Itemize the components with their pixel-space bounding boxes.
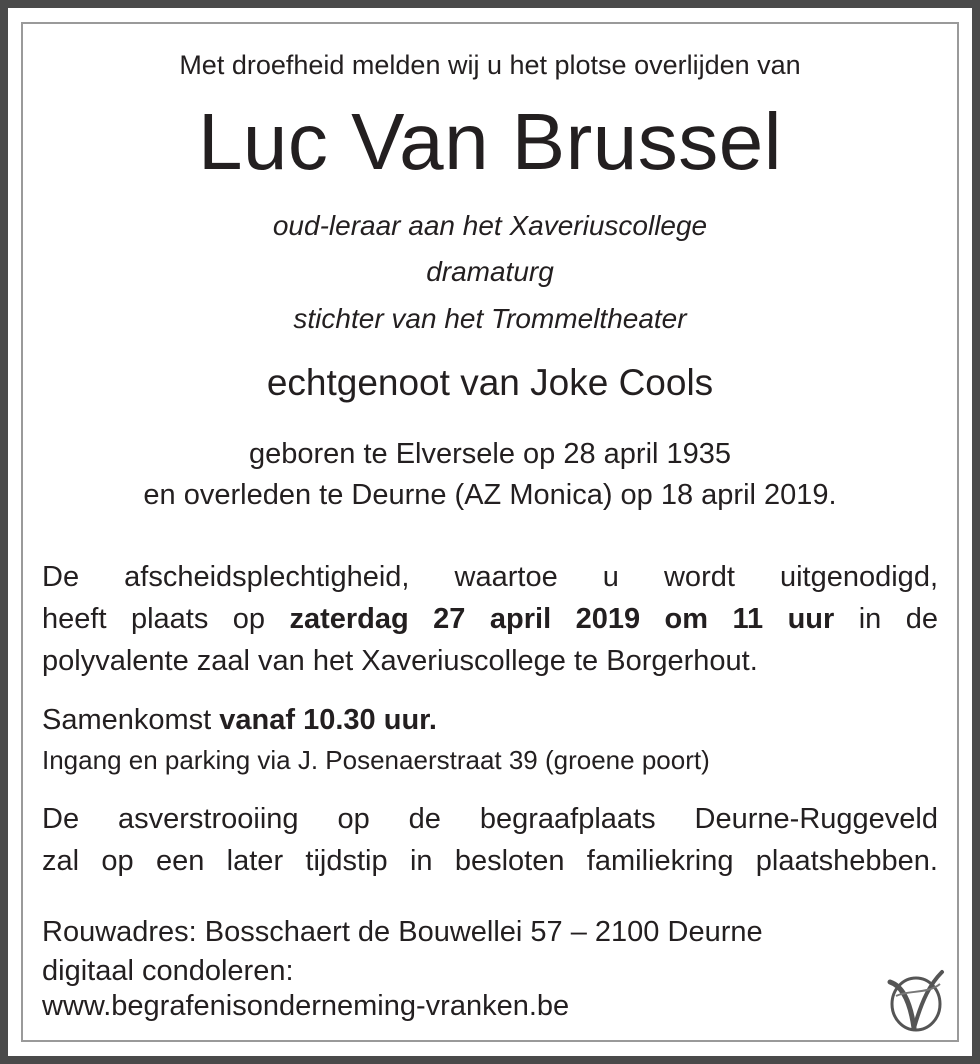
ceremony-line-2 <box>42 598 938 640</box>
deceased-name: Luc Van Brussel <box>197 97 783 186</box>
website-link[interactable]: www.begrafenisonderneming-vranken.be <box>42 990 570 1022</box>
ceremony-line-1: De afscheidsplechtigheid, waartoe u wordt uitgenodigd, <box>42 561 938 593</box>
parking-line: Ingang en parking via J. Posenaerstraat 39 (groene poort) <box>42 745 710 775</box>
funeral-home-logo-icon <box>882 966 952 1036</box>
intro-text: Met droefheid melden wij u het plotse overlijden van <box>179 50 801 80</box>
meeting-time: vanaf 10.30 uur. <box>219 704 437 736</box>
spouse-line: echtgenoot van Joke Cools <box>266 362 714 403</box>
ceremony-date: zaterdag 27 april 2019 om 11 uur <box>289 603 835 635</box>
role-teacher: oud-leraar aan het Xaveriuscollege <box>272 210 708 241</box>
meeting-prefix: Samenkomst <box>42 704 212 736</box>
ashes-line-2: zal op een later tijdstip in besloten familiekring plaatshebben. <box>42 845 938 877</box>
mourning-address: Rouwadres: Bosschaert de Bouwellei 57 – 2100 Deurne <box>42 916 763 948</box>
ashes-line-1: De asverstrooiing op de begraafplaats Deurne-Ruggeveld <box>42 803 938 835</box>
ceremony-line-3: polyvalente zaal van het Xaveriuscollege te Borgerhout. <box>42 645 758 677</box>
meeting-line <box>42 699 938 741</box>
role-dramaturg: dramaturg <box>426 256 554 287</box>
death-line: en overleden te Deurne (AZ Monica) op 18 april 2019. <box>143 479 837 511</box>
role-founder: stichter van het Trommeltheater <box>293 303 687 334</box>
ceremony-date-suffix: in de <box>858 603 939 635</box>
ceremony-date-prefix: heeft plaats op <box>42 603 266 635</box>
birth-line: geboren te Elversele op 28 april 1935 <box>248 438 732 470</box>
condolences-label: digitaal condoleren: <box>42 955 294 987</box>
